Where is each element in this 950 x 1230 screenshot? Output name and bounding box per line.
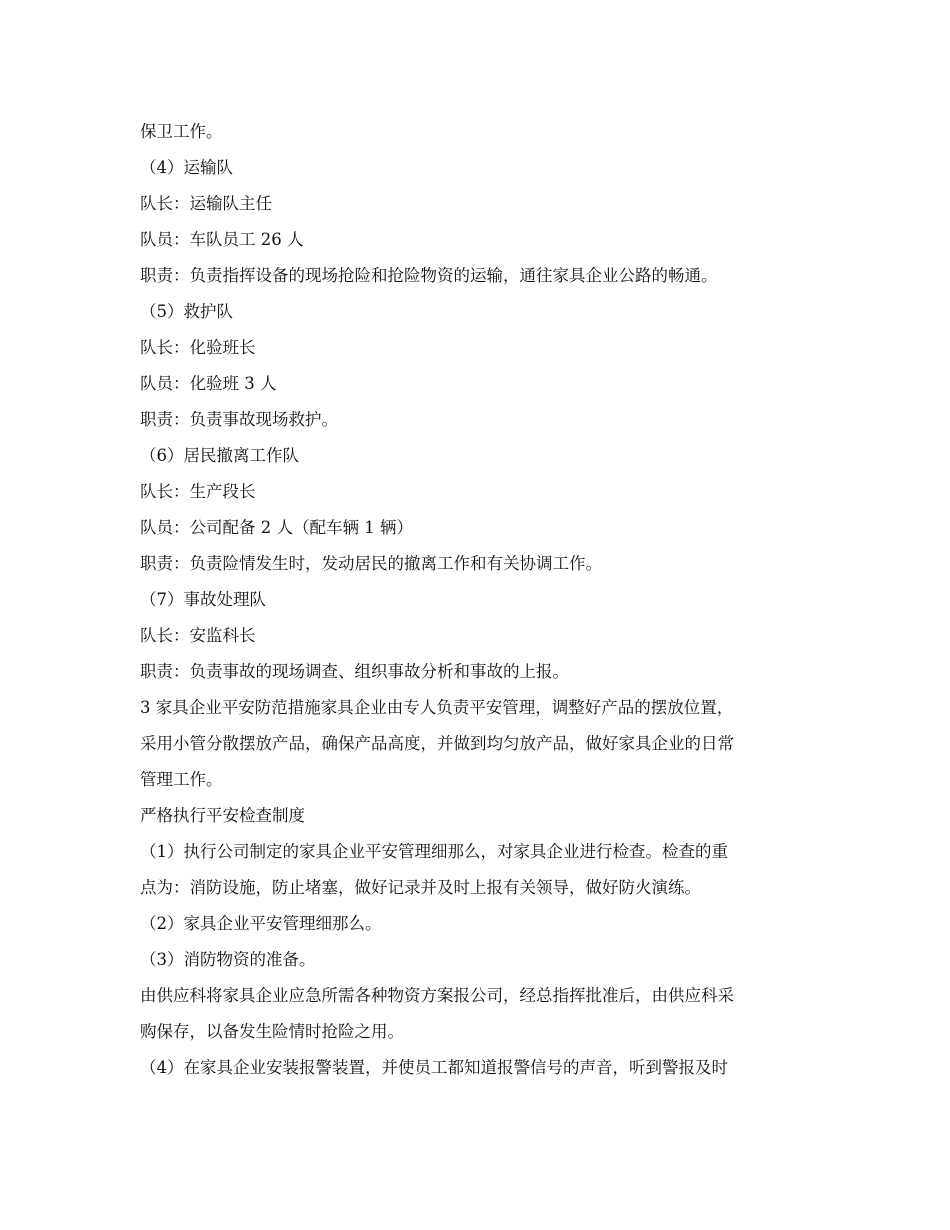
section-heading: （7）事故处理队 (140, 590, 266, 609)
paragraph-line: 由供应科将家具企业应急所需各种物资方案报公司，经总指挥批准后，由供应科采 (140, 986, 734, 1005)
text-line: 队长：安监科长 (140, 626, 256, 645)
text-line: 队长：运输队主任 (140, 194, 272, 213)
text-line: 职责：负责指挥设备的现场抢险和抢险物资的运输，通往家具企业公路的畅通。 (140, 266, 718, 285)
paragraph-line: （1）执行公司制定的家具企业平安管理细那么，对家具企业进行检查。检查的重 (140, 842, 728, 861)
text-line: （3）消防物资的准备。 (140, 950, 316, 969)
text-line: 职责：负责险情发生时，发动居民的撤离工作和有关协调工作。 (140, 554, 602, 573)
text-line: 队长：生产段长 (140, 482, 256, 501)
text-line: 职责：负责事故现场救护。 (140, 410, 338, 429)
section-heading: （4）运输队 (140, 158, 233, 177)
document-body (140, 114, 820, 1086)
text-line: 职责：负责事故的现场调查、组织事故分析和事故的上报。 (140, 662, 569, 681)
text-line: 队员：公司配备 2 人（配车辆 1 辆） (140, 518, 413, 537)
paragraph-line: 购保存，以备发生险情时抢险之用。 (140, 1022, 404, 1041)
paragraph-line: 管理工作。 (140, 770, 223, 789)
text-line: 队员：化验班 3 人 (140, 374, 277, 393)
paragraph-line: （4）在家具企业安装报警装置，并使员工都知道报警信号的声音，听到警报及时 (140, 1058, 728, 1077)
section-heading: （6）居民撤离工作队 (140, 446, 299, 465)
text-line: 保卫工作。 (140, 122, 223, 141)
text-line: （2）家具企业平安管理细那么。 (140, 914, 382, 933)
section-heading: （5）救护队 (140, 302, 233, 321)
text-line: 队长：化验班长 (140, 338, 256, 357)
text-line: 队员：车队员工 26 人 (140, 230, 304, 249)
paragraph-line: 点为：消防设施，防止堵塞，做好记录并及时上报有关领导，做好防火演练。 (140, 878, 701, 897)
paragraph-line: 采用小管分散摆放产品，确保产品高度，并做到均匀放产品，做好家具企业的日常 (140, 734, 734, 753)
section-heading: 严格执行平安检查制度 (140, 806, 305, 825)
paragraph-line: 3 家具企业平安防范措施家具企业由专人负责平安管理，调整好产品的摆放位置， (140, 698, 734, 717)
